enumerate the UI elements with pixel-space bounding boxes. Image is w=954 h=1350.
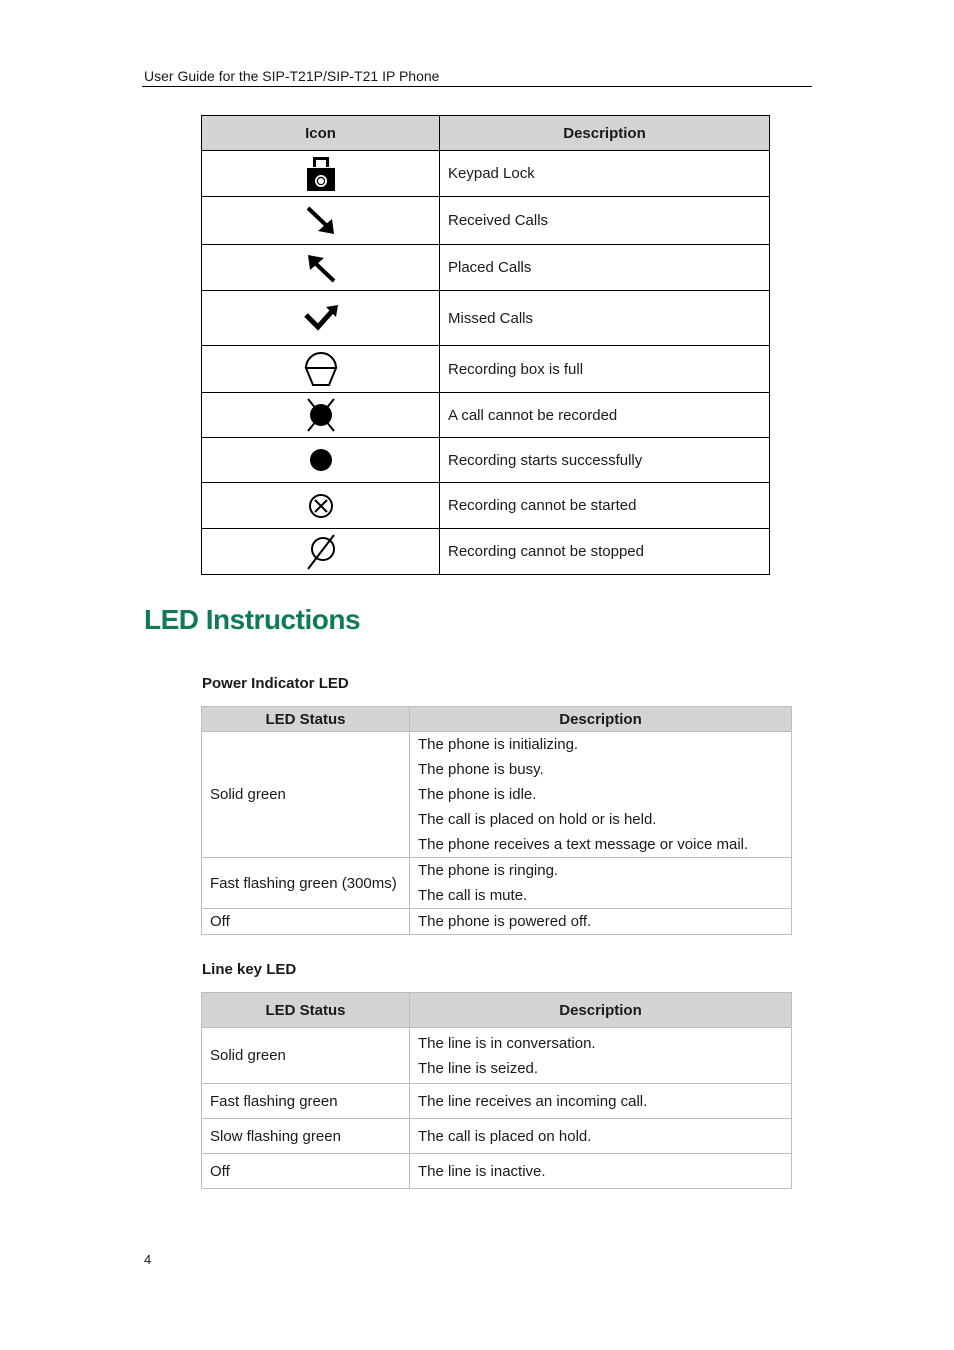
icon-description: Received Calls xyxy=(440,197,770,245)
icon-cell xyxy=(202,245,440,291)
description-line: The call is placed on hold or is held. xyxy=(418,811,657,828)
description-line: The line receives an incoming call. xyxy=(418,1092,648,1110)
table-row xyxy=(202,1154,792,1189)
table-row xyxy=(202,909,792,935)
description-line: The line is seized. xyxy=(418,1059,539,1077)
description-line: The call is mute. xyxy=(418,887,528,904)
recording-started-icon xyxy=(202,448,439,472)
led-description-cell xyxy=(410,1119,792,1154)
icon-description: Keypad Lock xyxy=(440,151,770,197)
description-line: The phone receives a text message or voice mail. xyxy=(418,836,749,853)
placed-calls-icon xyxy=(202,252,439,284)
table-row xyxy=(202,245,770,291)
power-table-header-row xyxy=(202,707,792,732)
description-line: The line is inactive. xyxy=(418,1162,546,1180)
icon-table xyxy=(201,115,770,575)
led-status-cell: Off xyxy=(202,1154,410,1189)
table-row xyxy=(202,732,792,858)
description-column-header: Description xyxy=(410,707,792,732)
call-cannot-be-recorded-icon xyxy=(202,396,439,434)
description-line: The phone is initializing. xyxy=(418,736,579,753)
line-key-led-heading: Line key LED xyxy=(202,961,297,978)
icon-description: Recording starts successfully xyxy=(440,438,770,483)
table-row xyxy=(202,1119,792,1154)
icon-cell xyxy=(202,483,440,529)
table-row xyxy=(202,393,770,438)
icon-description: Placed Calls xyxy=(440,245,770,291)
led-status-column-header: LED Status xyxy=(202,707,410,732)
keypad-lock-icon xyxy=(202,155,439,193)
led-status-cell: Fast flashing green xyxy=(202,1084,410,1119)
section-heading: LED Instructions xyxy=(144,604,361,635)
led-status-cell: Solid green xyxy=(202,1028,410,1084)
description-line: The call is placed on hold. xyxy=(418,1127,592,1145)
power-led-table xyxy=(201,706,792,935)
icon-column-header: Icon xyxy=(202,116,440,151)
table-row xyxy=(202,346,770,393)
missed-calls-icon xyxy=(202,303,439,333)
line-table-header-row xyxy=(202,993,792,1028)
description-column-header: Description xyxy=(410,993,792,1028)
table-row xyxy=(202,1028,792,1084)
table-row xyxy=(202,483,770,529)
led-status-cell: Off xyxy=(202,909,410,935)
received-calls-icon xyxy=(202,205,439,237)
description-line: The phone is powered off. xyxy=(418,913,592,930)
recording-cannot-stop-icon xyxy=(202,533,439,571)
icon-cell xyxy=(202,529,440,575)
icon-cell xyxy=(202,438,440,483)
table-row xyxy=(202,1084,792,1119)
description-line: The phone is idle. xyxy=(418,786,537,803)
table-row xyxy=(202,858,792,909)
led-status-cell: Solid green xyxy=(202,732,410,858)
table-row xyxy=(202,529,770,575)
icon-cell xyxy=(202,291,440,346)
icon-cell xyxy=(202,346,440,393)
recording-box-full-icon xyxy=(202,351,439,387)
led-status-column-header: LED Status xyxy=(202,993,410,1028)
led-status-cell: Fast flashing green (300ms) xyxy=(202,858,410,909)
table-row xyxy=(202,438,770,483)
led-description-cell xyxy=(410,1028,792,1084)
led-description-cell xyxy=(410,858,792,909)
led-status-cell: Slow flashing green xyxy=(202,1119,410,1154)
line-key-led-table xyxy=(201,992,792,1189)
icon-description: Recording cannot be started xyxy=(440,483,770,529)
running-header: User Guide for the SIP-T21P/SIP-T21 IP Phone xyxy=(144,68,440,84)
icon-cell xyxy=(202,393,440,438)
power-led-heading: Power Indicator LED xyxy=(202,675,349,692)
icon-table-header-row xyxy=(202,116,770,151)
led-description-cell xyxy=(410,732,792,858)
icon-cell xyxy=(202,197,440,245)
icon-description: Recording box is full xyxy=(440,346,770,393)
table-row xyxy=(202,291,770,346)
header-rule xyxy=(142,86,812,87)
led-description-cell xyxy=(410,909,792,935)
description-line: The phone is busy. xyxy=(418,761,544,778)
description-column-header: Description xyxy=(440,116,770,151)
page-number: 4 xyxy=(144,1252,152,1267)
icon-description: A call cannot be recorded xyxy=(440,393,770,438)
icon-description: Missed Calls xyxy=(440,291,770,346)
icon-cell xyxy=(202,151,440,197)
description-line: The line is in conversation. xyxy=(418,1034,596,1052)
recording-cannot-start-icon xyxy=(202,493,439,519)
icon-description: Recording cannot be stopped xyxy=(440,529,770,575)
table-row xyxy=(202,197,770,245)
table-row xyxy=(202,151,770,197)
led-description-cell xyxy=(410,1154,792,1189)
description-line: The phone is ringing. xyxy=(418,862,559,879)
led-description-cell xyxy=(410,1084,792,1119)
